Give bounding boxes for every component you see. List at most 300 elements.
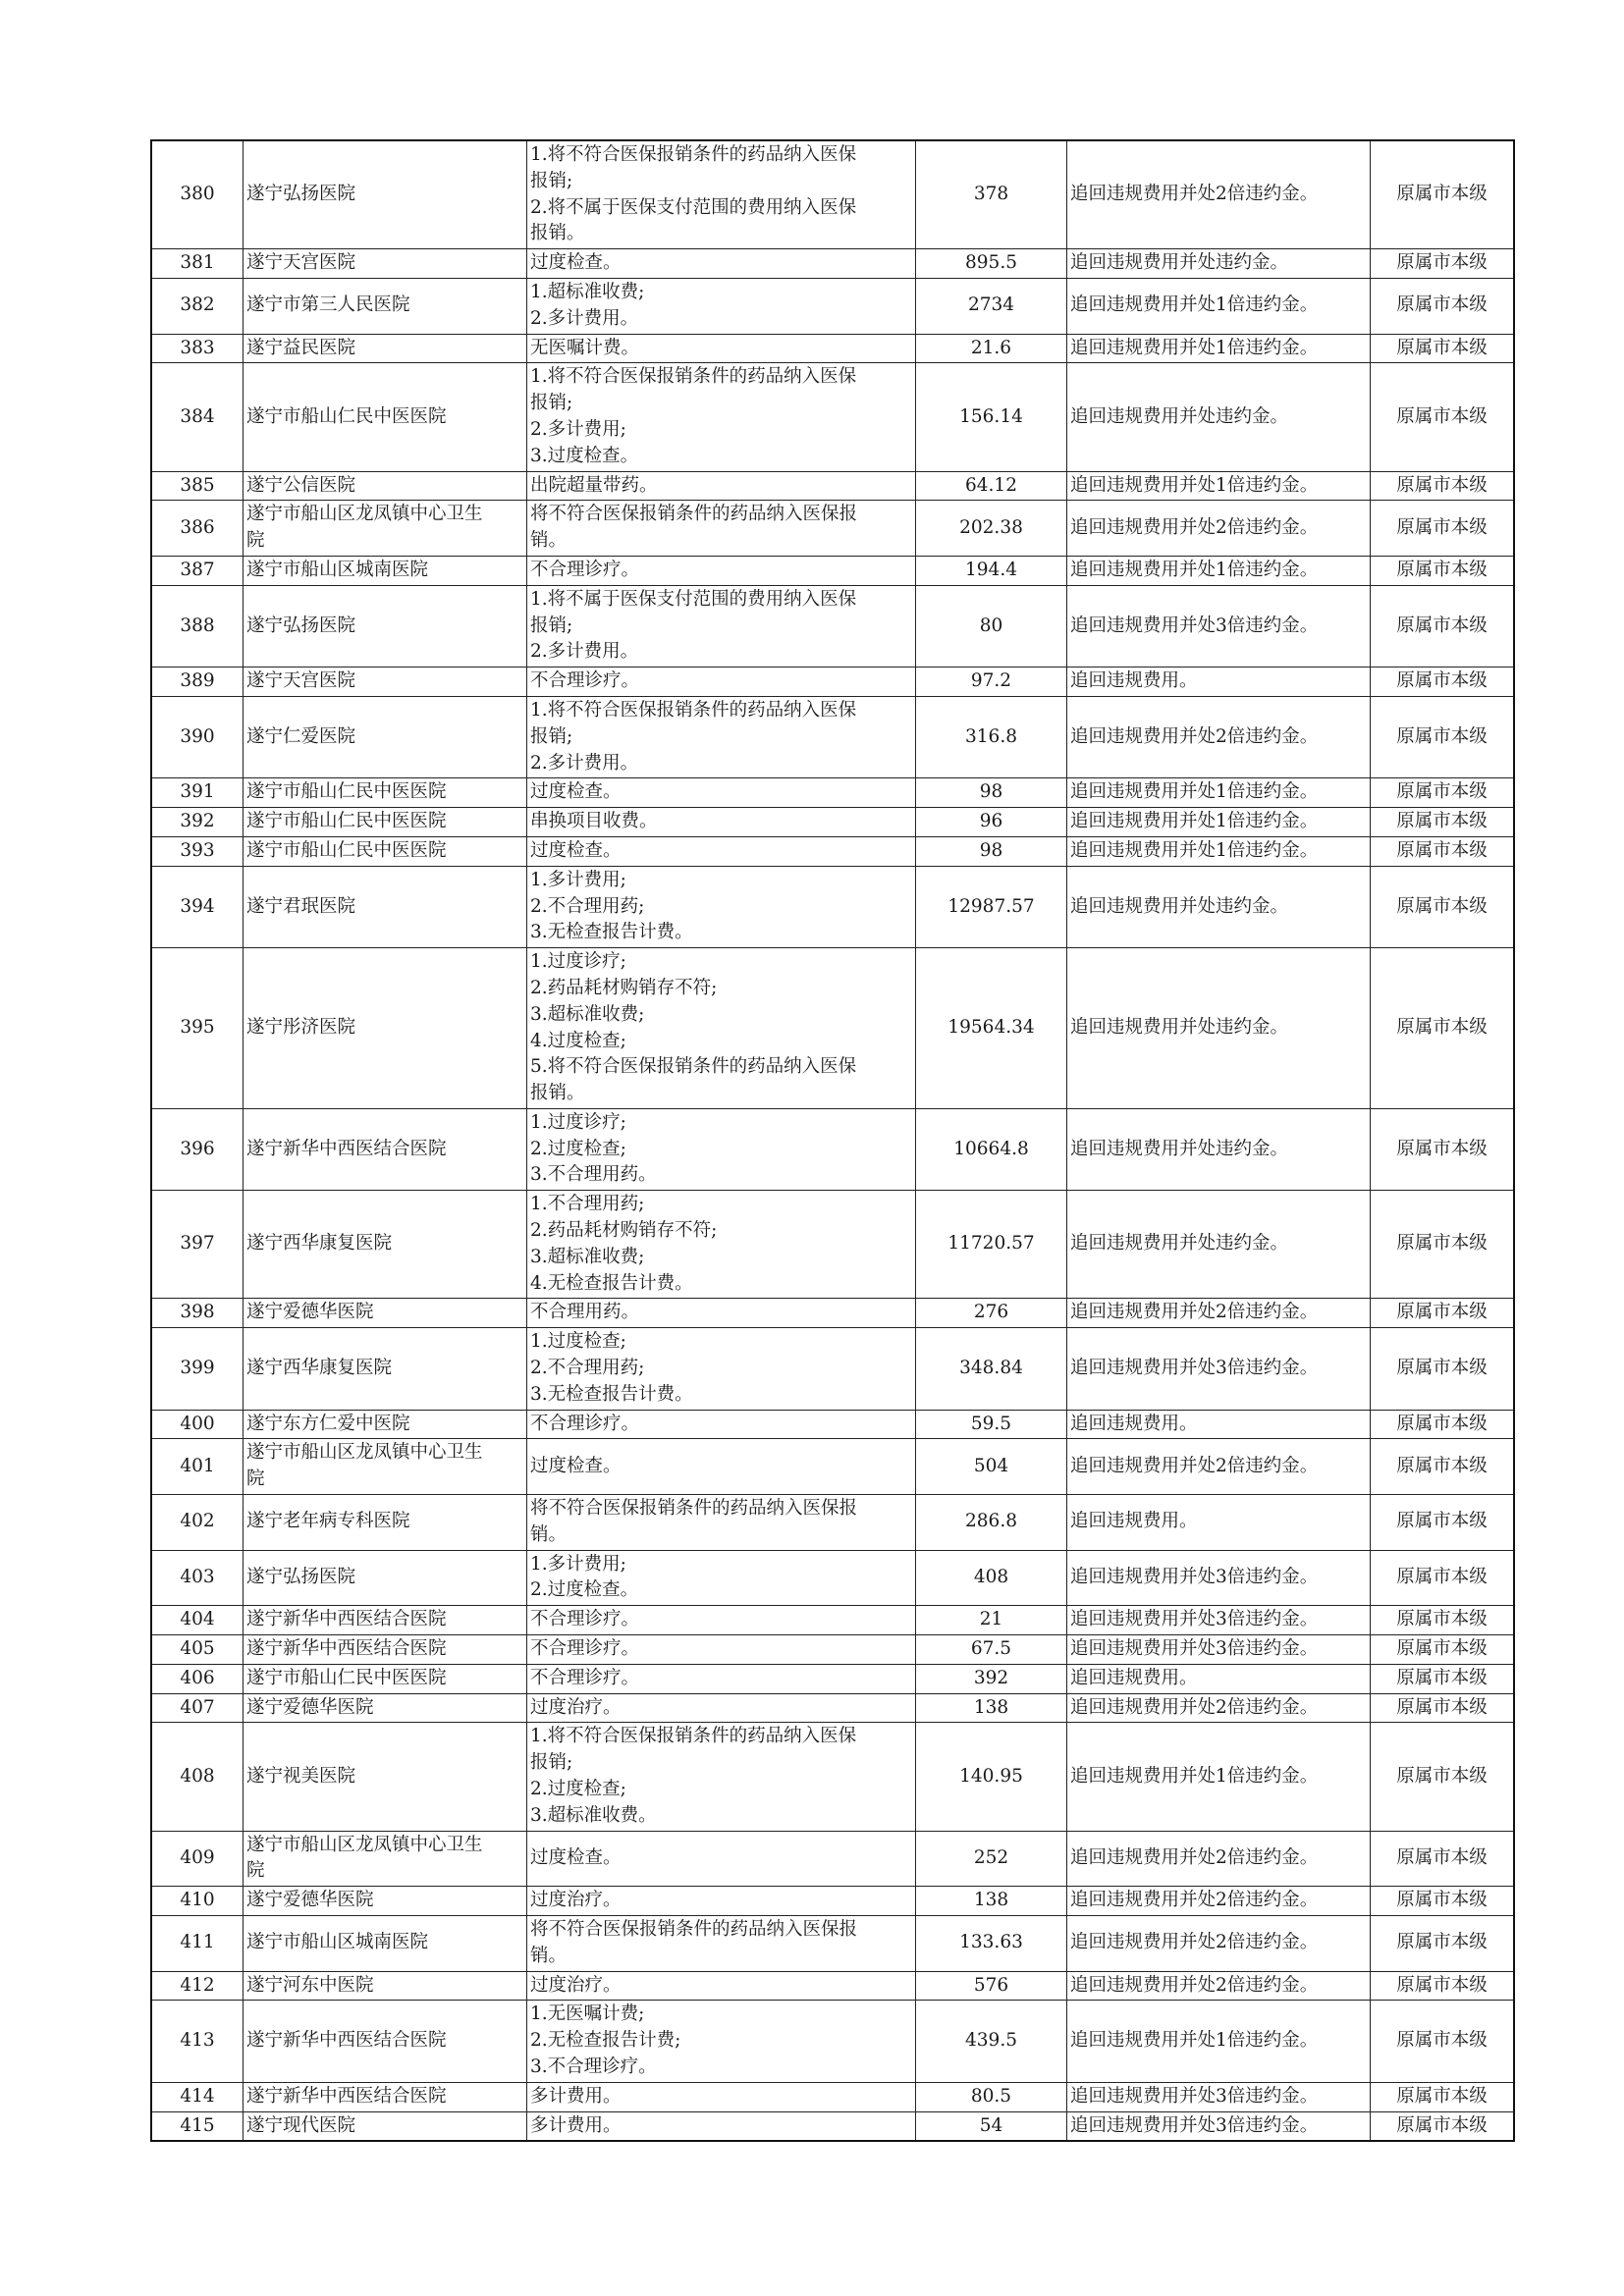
table-row: [151, 1723, 1514, 1831]
table-row: [151, 866, 1514, 947]
institution-name-line: 遂宁老年病专科医院: [246, 1511, 410, 1532]
institution-name-line: 遂宁君珉医院: [246, 895, 356, 917]
penalty-cell: 追回违规费用并处2倍违约金。: [1067, 501, 1371, 557]
amount-cell: 408: [916, 1550, 1067, 1606]
region-cell: 原属市本级: [1371, 778, 1515, 808]
row-number-cell: 398: [151, 1299, 244, 1328]
violation-issue-line: 1.过度检查;: [530, 1331, 626, 1353]
violation-issue-cell: [527, 1439, 916, 1495]
penalty-cell: 追回违规费用。: [1067, 1410, 1371, 1439]
row-number-cell: 415: [151, 2111, 244, 2141]
violation-issue-line: 将不符合医保报销条件的药品纳入医保报: [530, 504, 858, 525]
institution-name-cell: [244, 1971, 527, 2001]
row-number-cell: 390: [151, 696, 244, 777]
violation-issue-cell: [527, 334, 916, 363]
violation-issue-line: 报销。: [530, 1083, 585, 1104]
violation-issue-line: 过度检查。: [530, 1847, 622, 1868]
violation-issue-cell: [527, 866, 916, 947]
table-row: [151, 334, 1514, 363]
institution-name-line: 遂宁市船山仁民中医医院: [246, 839, 447, 861]
violation-issue-line: 4.过度检查;: [530, 1030, 626, 1051]
table-row: [151, 1831, 1514, 1887]
violation-issue-line: 1.将不符合医保报销条件的药品纳入医保: [530, 1726, 857, 1747]
violation-issue-line: 1.不合理用药;: [530, 1194, 645, 1215]
penalty-cell: 追回违规费用。: [1067, 1664, 1371, 1693]
institution-name-line: 遂宁市船山区龙凤镇中心卫生: [246, 1442, 483, 1464]
violation-issue-line: 2.多计费用。: [530, 752, 639, 774]
row-number-cell: 385: [151, 471, 244, 501]
row-number-cell: 396: [151, 1108, 244, 1190]
penalty-cell: 追回违规费用并处2倍违约金。: [1067, 1971, 1371, 2001]
violation-issue-cell: [527, 585, 916, 667]
violation-issue-line: 不合理用药。: [530, 1302, 640, 1323]
table-row: [151, 1495, 1514, 1551]
region-cell: 原属市本级: [1371, 1664, 1515, 1693]
violation-issue-cell: [527, 1635, 916, 1665]
violation-issue-cell: [527, 1495, 916, 1551]
institution-name-cell: [244, 1108, 527, 1190]
table-row: [151, 1971, 1514, 2001]
violation-issue-line: 销。: [530, 530, 568, 552]
row-number-cell: 392: [151, 808, 244, 837]
violation-issue-cell: [527, 1328, 916, 1410]
violation-issue-line: 1.将不符合医保报销条件的药品纳入医保: [530, 366, 857, 388]
violation-issue-line: 2.将不属于医保支付范围的费用纳入医保: [530, 196, 857, 218]
amount-cell: 138: [916, 1887, 1067, 1916]
violation-issue-cell: [527, 808, 916, 837]
table-row: [151, 808, 1514, 837]
violation-issue-line: 无医嘱计费。: [530, 337, 640, 358]
row-number-cell: 393: [151, 836, 244, 866]
amount-cell: 80: [916, 585, 1067, 667]
institution-name-line: 遂宁市船山仁民中医医院: [246, 1667, 447, 1688]
violation-issue-cell: [527, 696, 916, 777]
amount-cell: 10664.8: [916, 1108, 1067, 1190]
institution-name-line: 遂宁彤济医院: [246, 1017, 356, 1039]
amount-cell: 59.5: [916, 1410, 1067, 1439]
violation-issue-line: 2.过度检查;: [530, 1779, 626, 1800]
region-cell: 原属市本级: [1371, 1550, 1515, 1606]
violation-issue-line: 1.过度诊疗;: [530, 951, 626, 973]
region-cell: 原属市本级: [1371, 2082, 1515, 2111]
amount-cell: 316.8: [916, 696, 1067, 777]
table-row: [151, 1439, 1514, 1495]
row-number-cell: 410: [151, 1887, 244, 1916]
violation-issue-line: 1.过度诊疗;: [530, 1111, 626, 1133]
violation-issue-cell: [527, 278, 916, 334]
institution-name-line: 遂宁弘扬医院: [246, 184, 356, 205]
violation-issue-line: 不合理诊疗。: [530, 1638, 640, 1660]
institution-name-line: 遂宁市船山区龙凤镇中心卫生: [246, 1834, 483, 1855]
institution-name-cell: [244, 1439, 527, 1495]
violation-issue-line: 2.过度检查;: [530, 1138, 626, 1159]
violation-issue-line: 1.将不符合医保报销条件的药品纳入医保: [530, 699, 857, 721]
row-number-cell: 382: [151, 278, 244, 334]
region-cell: 原属市本级: [1371, 1606, 1515, 1635]
row-number-cell: 411: [151, 1916, 244, 1972]
institution-name-cell: [244, 140, 527, 249]
row-number-cell: 401: [151, 1439, 244, 1495]
region-cell: 原属市本级: [1371, 1439, 1515, 1495]
region-cell: 原属市本级: [1371, 278, 1515, 334]
row-number-cell: 413: [151, 2001, 244, 2082]
penalty-cell: 追回违规费用并处2倍违约金。: [1067, 1916, 1371, 1972]
penalty-cell: 追回违规费用并处3倍违约金。: [1067, 585, 1371, 667]
region-cell: 原属市本级: [1371, 1328, 1515, 1410]
region-cell: 原属市本级: [1371, 1831, 1515, 1887]
institution-name-line: 遂宁爱德华医院: [246, 1302, 374, 1323]
violation-issue-line: 1.将不符合医保报销条件的药品纳入医保: [530, 144, 857, 165]
region-cell: 原属市本级: [1371, 140, 1515, 249]
amount-cell: 156.14: [916, 363, 1067, 471]
violation-issue-line: 报销;: [530, 614, 573, 636]
violation-issue-line: 过度检查。: [530, 1455, 622, 1476]
institution-name-cell: [244, 836, 527, 866]
institution-name-cell: [244, 1495, 527, 1551]
violation-issue-cell: [527, 363, 916, 471]
row-number-cell: 391: [151, 778, 244, 808]
table-row: [151, 2001, 1514, 2082]
institution-name-line: 遂宁爱德华医院: [246, 1890, 374, 1911]
institution-name-line: 遂宁弘扬医院: [246, 1567, 356, 1588]
institution-name-cell: [244, 1299, 527, 1328]
amount-cell: 895.5: [916, 249, 1067, 279]
institution-name-cell: [244, 2111, 527, 2141]
institution-name-line: 院: [246, 1860, 265, 1882]
row-number-cell: 383: [151, 334, 244, 363]
institution-name-cell: [244, 808, 527, 837]
region-cell: 原属市本级: [1371, 2001, 1515, 2082]
penalty-cell: 追回违规费用并处违约金。: [1067, 363, 1371, 471]
violation-issue-cell: [527, 1606, 916, 1635]
violation-issue-line: 过度治疗。: [530, 1696, 622, 1718]
region-cell: 原属市本级: [1371, 948, 1515, 1109]
institution-name-line: 遂宁市船山仁民中医医院: [246, 811, 447, 832]
violation-issue-cell: [527, 836, 916, 866]
institution-name-cell: [244, 778, 527, 808]
institution-name-line: 院: [246, 1468, 265, 1490]
row-number-cell: 384: [151, 363, 244, 471]
row-number-cell: 405: [151, 1635, 244, 1665]
table-row: [151, 1550, 1514, 1606]
violation-issue-line: 过度检查。: [530, 781, 622, 803]
violation-issue-line: 不合理诊疗。: [530, 559, 640, 580]
violation-issue-line: 4.无检查报告计费。: [530, 1272, 693, 1294]
table-row: [151, 556, 1514, 585]
penalty-cell: 追回违规费用并处2倍违约金。: [1067, 1693, 1371, 1723]
amount-cell: 54: [916, 2111, 1067, 2141]
violation-issue-cell: [527, 1723, 916, 1831]
violation-issue-cell: [527, 1550, 916, 1606]
institution-name-cell: [244, 1191, 527, 1299]
amount-cell: 133.63: [916, 1916, 1067, 1972]
institution-name-cell: [244, 278, 527, 334]
amount-cell: 348.84: [916, 1328, 1067, 1410]
penalty-cell: 追回违规费用并处2倍违约金。: [1067, 1831, 1371, 1887]
institution-name-cell: [244, 1328, 527, 1410]
institution-name-line: 遂宁西华康复医院: [246, 1233, 393, 1255]
violation-issue-cell: [527, 140, 916, 249]
violation-issue-cell: [527, 1664, 916, 1693]
amount-cell: 97.2: [916, 667, 1067, 697]
institution-name-line: 遂宁市船山区城南医院: [246, 559, 429, 580]
institution-name-line: 遂宁市船山仁民中医医院: [246, 405, 447, 427]
table-row: [151, 667, 1514, 697]
institution-name-line: 遂宁市船山区龙凤镇中心卫生: [246, 504, 483, 525]
institution-name-cell: [244, 1916, 527, 1972]
penalty-cell: 追回违规费用并处违约金。: [1067, 948, 1371, 1109]
table-row: [151, 1635, 1514, 1665]
violation-issue-cell: [527, 556, 916, 585]
penalty-cell: 追回违规费用并处1倍违约金。: [1067, 808, 1371, 837]
table-row: [151, 778, 1514, 808]
row-number-cell: 406: [151, 1664, 244, 1693]
institution-name-line: 遂宁益民医院: [246, 337, 356, 358]
violation-issue-line: 3.不合理诊疗。: [530, 2056, 657, 2077]
institution-name-cell: [244, 1693, 527, 1723]
violation-issue-line: 串换项目收费。: [530, 811, 658, 832]
penalty-cell: 追回违规费用并处1倍违约金。: [1067, 556, 1371, 585]
institution-name-line: 遂宁新华中西医结合医院: [246, 1638, 447, 1660]
institution-name-cell: [244, 556, 527, 585]
violation-issue-line: 2.多计费用。: [530, 641, 639, 663]
penalty-cell: 追回违规费用并处1倍违约金。: [1067, 778, 1371, 808]
violation-issue-cell: [527, 501, 916, 557]
penalty-cell: 追回违规费用并处1倍违约金。: [1067, 471, 1371, 501]
institution-name-cell: [244, 2082, 527, 2111]
row-number-cell: 412: [151, 1971, 244, 2001]
penalty-cell: 追回违规费用并处3倍违约金。: [1067, 1328, 1371, 1410]
institution-name-line: 遂宁西华康复医院: [246, 1358, 393, 1379]
penalty-cell: 追回违规费用。: [1067, 667, 1371, 697]
table-row: [151, 1191, 1514, 1299]
institution-name-line: 遂宁新华中西医结合医院: [246, 1609, 447, 1630]
violation-issue-line: 销。: [530, 1523, 568, 1545]
violation-issue-cell: [527, 667, 916, 697]
institution-name-cell: [244, 1831, 527, 1887]
penalty-cell: 追回违规费用并处1倍违约金。: [1067, 278, 1371, 334]
violation-issue-cell: [527, 1191, 916, 1299]
region-cell: 原属市本级: [1371, 1723, 1515, 1831]
row-number-cell: 404: [151, 1606, 244, 1635]
region-cell: 原属市本级: [1371, 667, 1515, 697]
violation-issue-cell: [527, 1916, 916, 1972]
region-cell: 原属市本级: [1371, 249, 1515, 279]
penalty-cell: 追回违规费用并处2倍违约金。: [1067, 1439, 1371, 1495]
row-number-cell: 395: [151, 948, 244, 1109]
amount-cell: 194.4: [916, 556, 1067, 585]
region-cell: 原属市本级: [1371, 696, 1515, 777]
institution-name-line: 遂宁河东中医院: [246, 1974, 374, 1996]
violation-issue-line: 2.药品耗材购销存不符;: [530, 1220, 718, 1242]
violation-issue-line: 2.不合理用药;: [530, 895, 645, 917]
amount-cell: 378: [916, 140, 1067, 249]
region-cell: 原属市本级: [1371, 808, 1515, 837]
institution-name-line: 遂宁爱德华医院: [246, 1696, 374, 1718]
institution-name-cell: [244, 334, 527, 363]
violation-issue-line: 5.将不符合医保报销条件的药品纳入医保: [530, 1056, 857, 1078]
penalty-cell: 追回违规费用并处3倍违约金。: [1067, 2111, 1371, 2141]
region-cell: 原属市本级: [1371, 585, 1515, 667]
violation-issue-line: 报销。: [530, 223, 585, 244]
penalty-cell: 追回违规费用并处2倍违约金。: [1067, 140, 1371, 249]
region-cell: 原属市本级: [1371, 471, 1515, 501]
table-row: [151, 140, 1514, 249]
violation-issue-line: 报销;: [530, 393, 573, 414]
penalty-cell: 追回违规费用并处违约金。: [1067, 1108, 1371, 1190]
violation-issue-cell: [527, 2001, 916, 2082]
penalty-cell: 追回违规费用并处3倍违约金。: [1067, 1550, 1371, 1606]
violation-issue-line: 1.多计费用;: [530, 1553, 626, 1575]
institution-name-cell: [244, 1723, 527, 1831]
violation-issue-cell: [527, 1887, 916, 1916]
institution-name-line: 遂宁视美医院: [246, 1765, 356, 1787]
violation-issue-line: 出院超量带药。: [530, 474, 658, 496]
violation-issue-line: 3.无检查报告计费。: [530, 1383, 693, 1405]
row-number-cell: 381: [151, 249, 244, 279]
institution-name-cell: [244, 363, 527, 471]
violation-issue-line: 1.将不属于医保支付范围的费用纳入医保: [530, 588, 857, 610]
region-cell: 原属市本级: [1371, 1191, 1515, 1299]
violation-issue-line: 不合理诊疗。: [530, 1413, 640, 1434]
institution-name-cell: [244, 585, 527, 667]
penalty-cell: 追回违规费用并处1倍违约金。: [1067, 2001, 1371, 2082]
row-number-cell: 400: [151, 1410, 244, 1439]
row-number-cell: 403: [151, 1550, 244, 1606]
penalty-cell: 追回违规费用并处2倍违约金。: [1067, 1887, 1371, 1916]
violation-issue-line: 过度治疗。: [530, 1974, 622, 1996]
table-row: [151, 2111, 1514, 2141]
institution-name-cell: [244, 1887, 527, 1916]
institution-name-line: 遂宁天宫医院: [246, 670, 356, 692]
institution-name-cell: [244, 948, 527, 1109]
institution-name-line: 遂宁天宫医院: [246, 252, 356, 274]
table-row: [151, 1693, 1514, 1723]
region-cell: 原属市本级: [1371, 1410, 1515, 1439]
region-cell: 原属市本级: [1371, 556, 1515, 585]
amount-cell: 252: [916, 1831, 1067, 1887]
institution-name-cell: [244, 866, 527, 947]
institution-name-line: 遂宁市第三人民医院: [246, 294, 410, 316]
table-row: [151, 1108, 1514, 1190]
violation-issue-line: 3.不合理用药。: [530, 1164, 657, 1186]
institution-name-line: 遂宁新华中西医结合医院: [246, 1138, 447, 1159]
table-row: [151, 1299, 1514, 1328]
table-row: [151, 948, 1514, 1109]
institution-name-line: 院: [246, 530, 265, 552]
violation-issue-line: 报销;: [530, 725, 573, 747]
table-row: [151, 836, 1514, 866]
amount-cell: 576: [916, 1971, 1067, 2001]
penalty-cell: 追回违规费用并处2倍违约金。: [1067, 696, 1371, 777]
amount-cell: 140.95: [916, 1723, 1067, 1831]
table-row: [151, 249, 1514, 279]
region-cell: 原属市本级: [1371, 1299, 1515, 1328]
institution-name-cell: [244, 501, 527, 557]
penalty-cell: 追回违规费用并处1倍违约金。: [1067, 836, 1371, 866]
table-row: [151, 2082, 1514, 2111]
penalty-cell: 追回违规费用并处3倍违约金。: [1067, 1606, 1371, 1635]
table-row: [151, 278, 1514, 334]
violation-issue-line: 2.多计费用。: [530, 307, 639, 329]
amount-cell: 21.6: [916, 334, 1067, 363]
table-row: [151, 1916, 1514, 1972]
violation-issue-cell: [527, 778, 916, 808]
region-cell: 原属市本级: [1371, 1971, 1515, 2001]
violation-issue-line: 1.超标准收费;: [530, 281, 645, 302]
region-cell: 原属市本级: [1371, 363, 1515, 471]
penalty-cell: 追回违规费用。: [1067, 1495, 1371, 1551]
institution-name-line: 遂宁弘扬医院: [246, 614, 356, 636]
violation-issue-cell: [527, 1108, 916, 1190]
institution-name-cell: [244, 696, 527, 777]
institution-name-cell: [244, 667, 527, 697]
violation-issue-line: 3.无检查报告计费。: [530, 922, 693, 943]
institution-name-cell: [244, 2001, 527, 2082]
violation-issue-line: 2.过度检查。: [530, 1579, 639, 1601]
institution-name-cell: [244, 249, 527, 279]
region-cell: 原属市本级: [1371, 1693, 1515, 1723]
penalty-cell: 追回违规费用并处违约金。: [1067, 249, 1371, 279]
violation-issue-line: 1.无医嘱计费;: [530, 2003, 645, 2025]
violation-issue-cell: [527, 1831, 916, 1887]
amount-cell: 12987.57: [916, 866, 1067, 947]
amount-cell: 64.12: [916, 471, 1067, 501]
institution-name-cell: [244, 1606, 527, 1635]
row-number-cell: 402: [151, 1495, 244, 1551]
row-number-cell: 380: [151, 140, 244, 249]
institution-name-line: 遂宁公信医院: [246, 474, 356, 496]
institution-name-cell: [244, 1664, 527, 1693]
amount-cell: 21: [916, 1606, 1067, 1635]
amount-cell: 439.5: [916, 2001, 1067, 2082]
violation-issue-line: 1.多计费用;: [530, 869, 626, 890]
region-cell: 原属市本级: [1371, 2111, 1515, 2141]
violation-issue-cell: [527, 1299, 916, 1328]
amount-cell: 138: [916, 1693, 1067, 1723]
region-cell: 原属市本级: [1371, 1495, 1515, 1551]
region-cell: 原属市本级: [1371, 1916, 1515, 1972]
violation-issue-cell: [527, 1693, 916, 1723]
region-cell: 原属市本级: [1371, 866, 1515, 947]
row-number-cell: 386: [151, 501, 244, 557]
institution-name-cell: [244, 1550, 527, 1606]
row-number-cell: 407: [151, 1693, 244, 1723]
violation-issue-line: 将不符合医保报销条件的药品纳入医保报: [530, 1498, 858, 1520]
violation-issue-cell: [527, 948, 916, 1109]
violation-issue-line: 多计费用。: [530, 2114, 622, 2136]
table-row: [151, 1606, 1514, 1635]
institution-name-line: 遂宁仁爱医院: [246, 725, 356, 747]
violation-issue-cell: [527, 2082, 916, 2111]
row-number-cell: 399: [151, 1328, 244, 1410]
institution-name-line: 遂宁新华中西医结合医院: [246, 2030, 447, 2052]
amount-cell: 96: [916, 808, 1067, 837]
institution-name-line: 遂宁现代医院: [246, 2114, 356, 2136]
violation-issue-line: 2.不合理用药;: [530, 1358, 645, 1379]
violation-issue-line: 2.无检查报告计费;: [530, 2030, 681, 2052]
table-row: [151, 363, 1514, 471]
amount-cell: 80.5: [916, 2082, 1067, 2111]
row-number-cell: 397: [151, 1191, 244, 1299]
region-cell: 原属市本级: [1371, 501, 1515, 557]
amount-cell: 19564.34: [916, 948, 1067, 1109]
region-cell: 原属市本级: [1371, 1108, 1515, 1190]
institution-name-cell: [244, 1410, 527, 1439]
table-body: [151, 140, 1514, 2141]
violation-issue-line: 不合理诊疗。: [530, 1667, 640, 1688]
violation-issue-line: 过度检查。: [530, 839, 622, 861]
